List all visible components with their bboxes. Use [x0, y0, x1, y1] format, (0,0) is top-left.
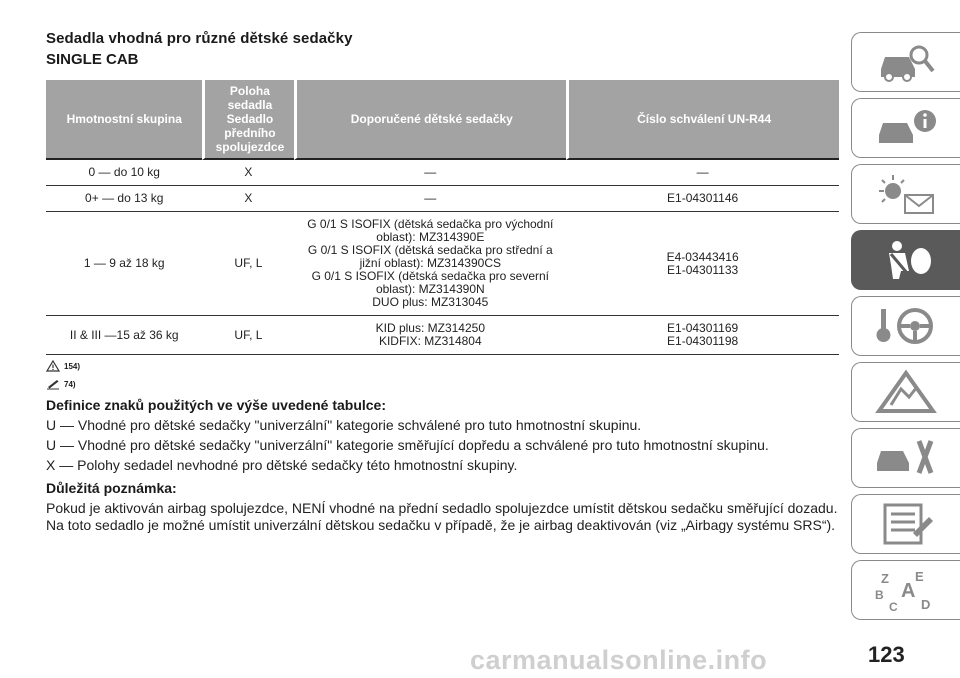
cell-seat-position: X: [202, 186, 294, 212]
child-seat-table: [46, 80, 839, 355]
warning-ref-label: 154): [64, 361, 81, 371]
svg-text:D: D: [921, 597, 931, 612]
page-content: [46, 30, 842, 537]
note-title: Důležitá poznámka:: [46, 480, 177, 496]
header-weight-group: Hmotnostní skupina: [46, 80, 202, 160]
page-subtitle: SINGLE CAB: [46, 51, 139, 68]
tab-document-list[interactable]: [851, 494, 960, 554]
chapter-sidebar: [851, 32, 960, 626]
car-tools-icon: [871, 435, 941, 481]
alphabet-index-icon: [871, 567, 941, 613]
tab-car-search[interactable]: [851, 32, 960, 92]
tab-car-tools[interactable]: [851, 428, 960, 488]
warning-ref-label: 74): [64, 379, 76, 389]
warning-ref-2: [46, 377, 842, 391]
cell-recommended-seats: G 0/1 S ISOFIX (dětská sedačka pro východní oblast): MZ314390E G 0/1 S ISOFIX (dětská sedačka pro střední a jižní oblast): MZ314390CS G 0/1 S ISOFIX (dětská sedačka pro severní oblast): MZ314390N DUO plus: MZ313045: [294, 212, 566, 316]
cell-approval-number: E1-04301169 E1-04301198: [566, 316, 839, 355]
svg-text:E: E: [915, 569, 924, 584]
page-title: Sedadla vhodná pro různé dětské sedačky: [46, 30, 353, 47]
warning-ref-1: [46, 359, 842, 373]
tab-warning[interactable]: [851, 362, 960, 422]
note-icon: [46, 378, 60, 390]
document-list-icon: [871, 501, 941, 547]
cell-recommended-seats: KID plus: MZ314250 KIDFIX: MZ314804: [294, 316, 566, 355]
cell-seat-position: UF, L: [202, 316, 294, 355]
car-info-icon: [871, 105, 941, 151]
tab-key-steering[interactable]: [851, 296, 960, 356]
table-row: [46, 160, 839, 186]
cell-weight-group: 0+ — do 13 kg: [46, 186, 202, 212]
cell-recommended-seats: —: [294, 186, 566, 212]
svg-text:Z: Z: [881, 571, 889, 586]
cell-recommended-seats: —: [294, 160, 566, 186]
svg-text:C: C: [889, 600, 898, 613]
tab-alphabet-index[interactable]: [851, 560, 960, 620]
definitions-title: Definice znaků použitých ve výše uvedené tabulce:: [46, 397, 386, 413]
table-row: [46, 316, 839, 355]
cell-weight-group: 0 — do 10 kg: [46, 160, 202, 186]
definition-item: U — Vhodné pro dětské sedačky "univerzální" kategorie směřující dopředu a schválené pro tuto hmotnostní skupinu.: [46, 437, 769, 453]
header-seat-position: Poloha sedadla Sedadlo předního spolujezdce: [202, 80, 294, 160]
warning-triangle-icon: [871, 369, 941, 415]
tab-seatbelt-airbag[interactable]: [851, 230, 960, 290]
cell-weight-group: 1 — 9 až 18 kg: [46, 212, 202, 316]
warning-triangle-icon: [46, 360, 60, 372]
car-search-icon: [871, 39, 941, 85]
tab-lights-mail[interactable]: [851, 164, 960, 224]
key-steering-icon: [871, 303, 941, 349]
cell-approval-number: E4-03443416 E1-04301133: [566, 212, 839, 316]
seatbelt-airbag-icon: [871, 237, 941, 283]
cell-approval-number: E1-04301146: [566, 186, 839, 212]
lights-mail-icon: [871, 171, 941, 217]
table-header-row: [46, 80, 839, 160]
table-row: [46, 212, 839, 316]
header-recommended-seats: Doporučené dětské sedačky: [294, 80, 566, 160]
cell-weight-group: II & III —15 až 36 kg: [46, 316, 202, 355]
note-text: Pokud je aktivován airbag spolujezdce, NENÍ vhodné na přední sedadlo spolujezdce umístit dětskou sedačku směřující dozadu. Na toto sedadlo je možné umístit univerzální dětskou sedačku v případě, že je airbag deaktivován (viz „Airbagy systému SRS“).: [46, 500, 838, 533]
definition-item: X — Polohy sedadel nevhodné pro dětské sedačky této hmotnostní skupiny.: [46, 457, 518, 473]
cell-seat-position: X: [202, 160, 294, 186]
definition-item: U — Vhodné pro dětské sedačky "univerzální" kategorie schválené pro tuto hmotnostní skupinu.: [46, 417, 642, 433]
cell-seat-position: UF, L: [202, 212, 294, 316]
page-number: 123: [868, 642, 905, 667]
table-row: [46, 186, 839, 212]
cell-approval-number: —: [566, 160, 839, 186]
watermark: carmanualsonline.info: [470, 645, 768, 675]
tab-car-info[interactable]: [851, 98, 960, 158]
svg-text:B: B: [875, 588, 884, 602]
header-approval-number: Číslo schválení UN-R44: [566, 80, 839, 160]
svg-text:A: A: [901, 580, 916, 602]
